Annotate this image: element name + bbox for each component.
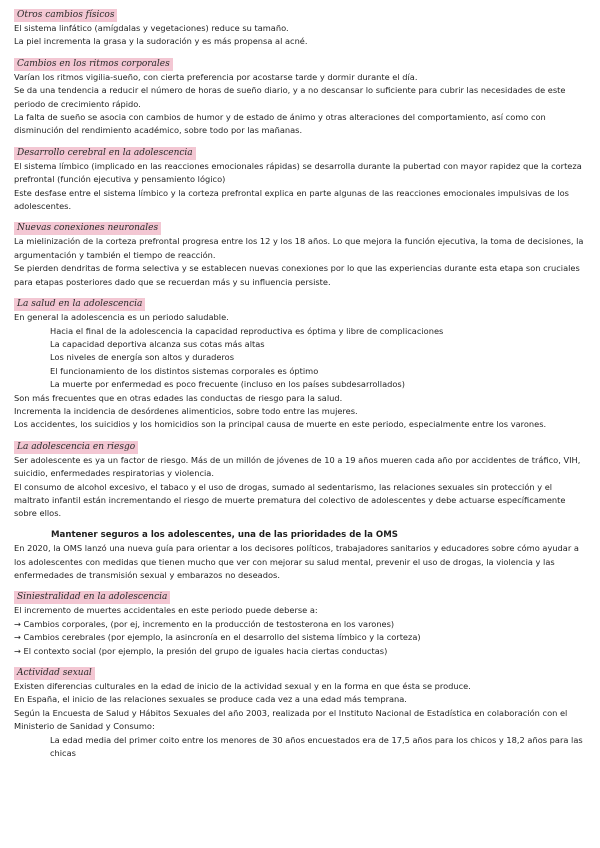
paragraph-line: Son más frecuentes que en otras edades las conductas de riesgo para la salud. [14, 392, 343, 403]
paragraph-line: El consumo de alcohol excesivo, el tabaco y el uso de drogas, sumado al sedentarismo, las relaciones sexuales sin protección y el maltrato infantil están incrementando el riesgo de muerte prematura del colectivo de adolescentes y debe actuarse específicamente sobre ellos. [14, 481, 566, 519]
section [14, 146, 588, 214]
subsection-title: Mantener seguros a los adolescentes, una de las prioridades de la OMS [51, 529, 398, 540]
paragraph-line: Hacia el final de la adolescencia la capacidad reproductiva es óptima y libre de complicaciones [50, 325, 444, 336]
section [14, 8, 588, 49]
paragraph-line: Varían los ritmos vigilia-sueño, con cierta preferencia por acostarse tarde y dormir durante el día. [14, 71, 418, 82]
paragraph-line: La muerte por enfermedad es poco frecuente (incluso en los países subdesarrollados) [50, 379, 405, 390]
section-heading: La adolescencia en riesgo [14, 441, 138, 454]
paragraph-line: La edad media del primer coito entre los menores de 30 años encuestados era de 17,5 años para los chicos y 18,2 años para las chicas [50, 734, 583, 759]
paragraph-line: Existen diferencias culturales en la edad de inicio de la actividad sexual y en la forma en que ésta se produce. [14, 681, 471, 692]
paragraph-line: Este desfase entre el sistema límbico y la corteza prefrontal explica en parte algunas de las reacciones emocionales impulsivas de los adolescentes. [14, 187, 569, 212]
paragraph-line: La piel incrementa la grasa y la sudoración y es más propensa al acné. [14, 36, 308, 47]
paragraph-line: Los accidentes, los suicidios y los homicidios son la principal causa de muerte en este periodo, especialmente entre los varones. [14, 419, 547, 430]
section [14, 297, 588, 432]
section [14, 440, 588, 583]
section-heading: Siniestralidad en la adolescencia [14, 591, 170, 604]
paragraph-line: El incremento de muertes accidentales en este periodo puede deberse a: [14, 605, 318, 616]
section [14, 57, 588, 138]
section-heading: Desarrollo cerebral en la adolescencia [14, 147, 196, 160]
section-heading: Nuevas conexiones neuronales [14, 222, 161, 235]
paragraph-line: Se da una tendencia a reducir el número de horas de sueño diario, y a no descansar lo suficiente para cubrir las necesidades de este periodo de crecimiento rápido. [14, 85, 566, 109]
section-heading: Otros cambios físicos [14, 9, 117, 22]
paragraph-line: La capacidad deportiva alcanza sus cotas más altas [50, 338, 265, 349]
paragraph-line: En general la adolescencia es un periodo saludable. [14, 312, 229, 323]
section-heading: La salud en la adolescencia [14, 298, 145, 311]
paragraph-line: La falta de sueño se asocia con cambios de humor y de estado de ánimo y otras alteraciones del comportamiento, así como con disminución del rendimiento académico, sobre todo por las mañanas. [14, 112, 546, 136]
paragraph-line: → El contexto social (por ejemplo, la presión del grupo de iguales hacia ciertas conductas) [14, 645, 388, 656]
paragraph-line: → Cambios cerebrales (por ejemplo, la asincronía en el desarrollo del sistema límbico y la corteza) [14, 632, 421, 643]
document-content [14, 8, 588, 760]
section [14, 221, 588, 289]
paragraph-line: El sistema linfático (amígdalas y vegetaciones) reduce su tamaño. [14, 23, 289, 33]
section-heading: Actividad sexual [14, 667, 95, 680]
paragraph-line: Según la Encuesta de Salud y Hábitos Sexuales del año 2003, realizada por el Instituto Nacional de Estadística en colaboración con el Ministerio de Sanidad y Consumo: [14, 707, 568, 732]
paragraph-line: El sistema límbico (implicado en las reacciones emocionales rápidas) se desarrolla durante la pubertad con mayor rapidez que la corteza prefrontal (función ejecutiva y pensamiento lógico) [14, 160, 582, 185]
paragraph-line: Se pierden dendritas de forma selectiva y se establecen nuevas conexiones por lo que las experiencias durante esta etapa son cruciales para etapas posteriores dado que se recuerdan más y su influencia persiste. [14, 263, 580, 287]
paragraph-line: En España, el inicio de las relaciones sexuales se produce cada vez a una edad más temprana. [14, 694, 407, 705]
paragraph-line: → Cambios corporales, (por ej, incremento en la producción de testosterona en los varones) [14, 618, 395, 629]
section-heading: Cambios en los ritmos corporales [14, 58, 173, 71]
paragraph-line: Incrementa la incidencia de desórdenes alimenticios, sobre todo entre las mujeres. [14, 405, 358, 416]
section [14, 666, 588, 760]
section [14, 590, 588, 658]
paragraph-line: La mielinización de la corteza prefrontal progresa entre los 12 y los 18 años. Lo que mejora la función ejecutiva, la toma de decisiones, la argumentación y también el tiempo de reacción. [14, 236, 584, 260]
paragraph-line: Ser adolescente es ya un factor de riesgo. Más de un millón de jóvenes de 10 a 19 años mueren cada año por accidentes de tráfico, VIH, suicidio, enfermedades respiratorias y violencia. [14, 454, 581, 479]
paragraph-line: El funcionamiento de los distintos sistemas corporales es óptimo [50, 365, 319, 376]
paragraph-line: En 2020, la OMS lanzó una nueva guía para orientar a los decisores políticos, trabajadores sanitarios y educadores sobre cómo ayudar a los adolescentes con medidas que tienen mucho que ver con mejorar su salud mental, prevenir el uso de drogas, la violencia y las enfermedades de transmisión sexual y embarazos no deseados. [14, 543, 579, 580]
paragraph-line: Los niveles de energía son altos y duraderos [50, 352, 234, 363]
